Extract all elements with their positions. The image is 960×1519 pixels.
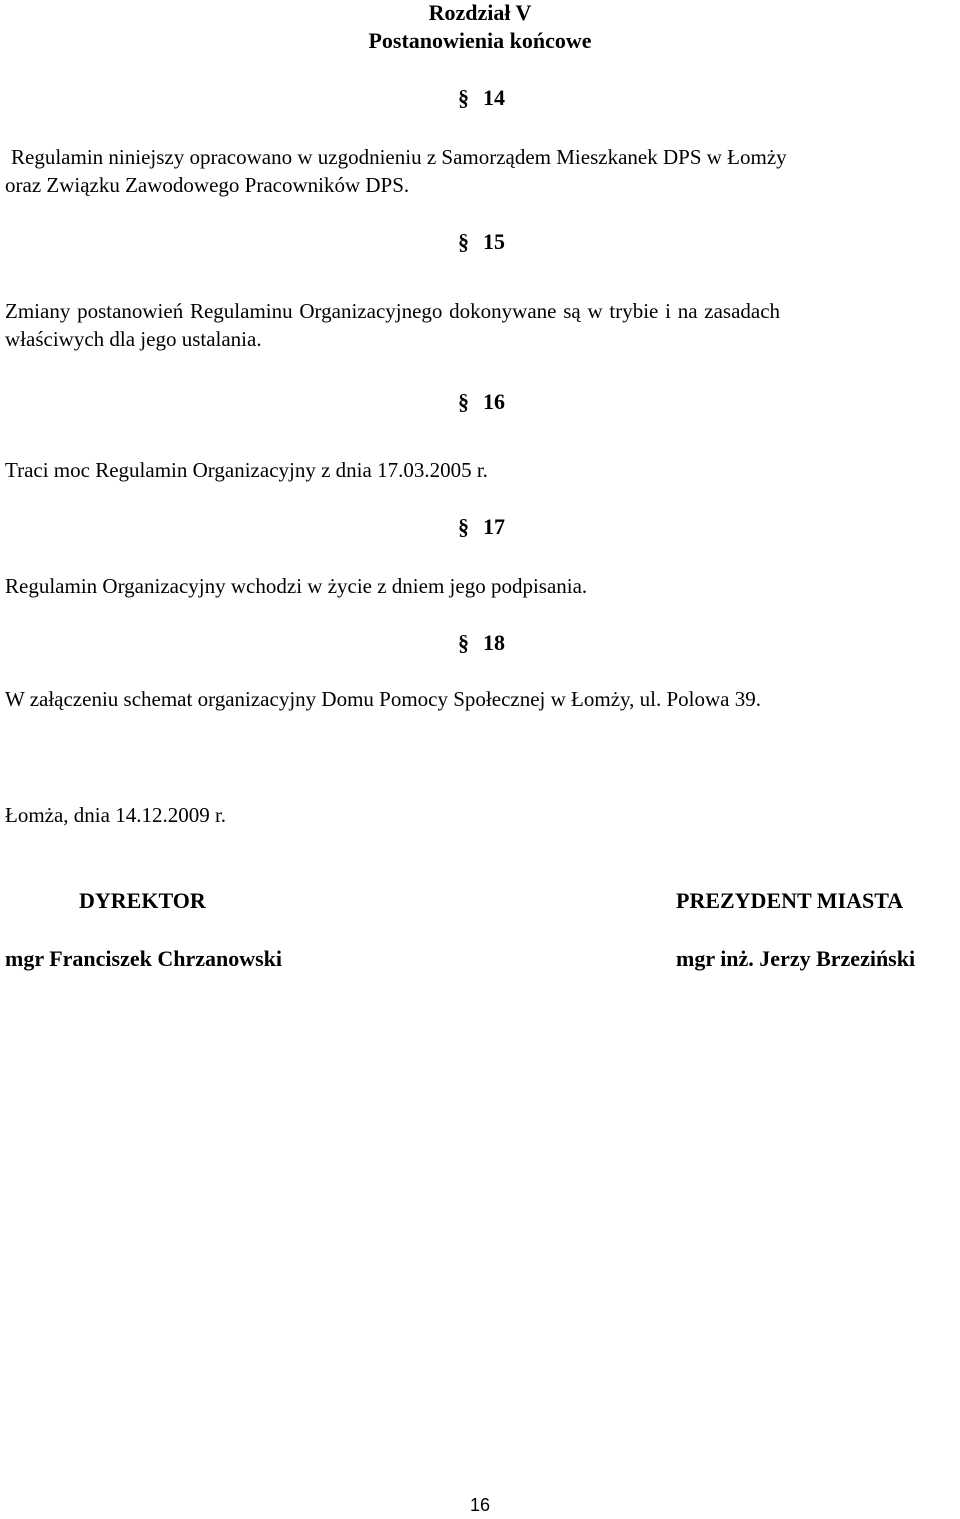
section-number: 18 bbox=[483, 630, 505, 655]
section-heading-17 bbox=[458, 514, 505, 540]
section-17-line-1: Regulamin Organizacyjny wchodzi w życie z dniem jego podpisania. bbox=[5, 574, 588, 598]
place-date: Łomża, dnia 14.12.2009 r. bbox=[5, 803, 227, 827]
signature-right-role: PREZYDENT MIASTA bbox=[676, 888, 904, 913]
signature-left-name: mgr Franciszek Chrzanowski bbox=[5, 946, 283, 971]
signature-right-name: mgr inż. Jerzy Brzeziński bbox=[676, 946, 916, 971]
section-number: 17 bbox=[483, 514, 505, 539]
section-16-line-1: Traci moc Regulamin Organizacyjny z dnia 17.03.2005 r. bbox=[5, 458, 488, 482]
section-sign: § bbox=[458, 85, 469, 110]
section-15-line-2: właściwych dla jego ustalania. bbox=[5, 327, 262, 351]
section-number: 15 bbox=[483, 229, 505, 254]
section-number: 14 bbox=[483, 85, 505, 110]
section-18-line-1: W załączeniu schemat organizacyjny Domu Pomocy Społecznej w Łomży, ul. Polowa 39. bbox=[5, 687, 761, 711]
page-number: 16 bbox=[469, 1495, 491, 1515]
chapter-title: Rozdział V bbox=[428, 0, 532, 25]
section-sign: § bbox=[458, 389, 469, 414]
section-sign: § bbox=[458, 630, 469, 655]
section-14-line-2: oraz Związku Zawodowego Pracowników DPS. bbox=[5, 173, 410, 197]
section-sign: § bbox=[458, 514, 469, 539]
section-number: 16 bbox=[483, 389, 505, 414]
section-heading-14 bbox=[458, 85, 505, 111]
chapter-subtitle: Postanowienia końcowe bbox=[368, 28, 592, 53]
section-15-line-1: Zmiany postanowień Regulaminu Organizacyjnego dokonywane są w trybie i na zasadach bbox=[5, 299, 781, 323]
section-heading-15 bbox=[458, 229, 505, 255]
section-14-line-1: Regulamin niniejszy opracowano w uzgodnieniu z Samorządem Mieszkanek DPS w Łomży bbox=[11, 145, 787, 169]
section-heading-18 bbox=[458, 630, 505, 656]
section-heading-16 bbox=[458, 389, 505, 415]
signature-left-role: DYREKTOR bbox=[79, 888, 206, 913]
section-sign: § bbox=[458, 229, 469, 254]
